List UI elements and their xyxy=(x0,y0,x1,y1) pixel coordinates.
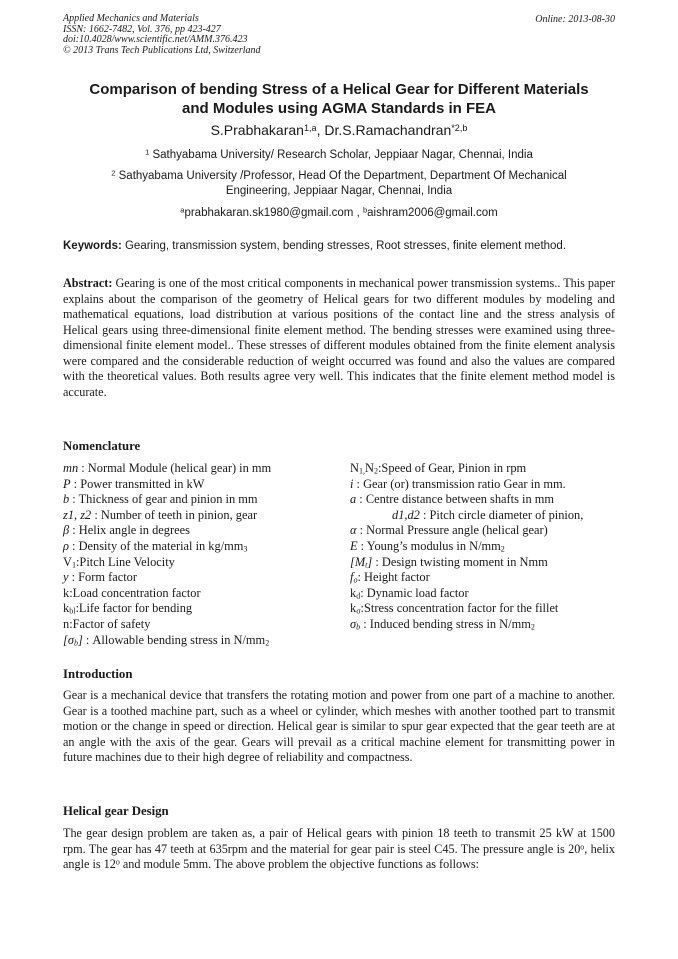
nom-kd: $k_d$: Dynamic load factor xyxy=(350,585,469,601)
nom-sigma-b: $\sigma_b$ : Induced bending stress in $N/mm_2$ xyxy=(350,616,535,632)
nom-sigma-allow: $[\sigma_b]$ : Allowable bending stress in $N/mm_2$ xyxy=(63,632,270,648)
title-line-2: and Modules using AGMA Standards in FEA xyxy=(182,100,496,117)
nom-z: z1, z2 : Number of teeth in pinion, gear xyxy=(63,507,258,522)
nom-v1: $V_1:Pitch$ Line Velocity xyxy=(63,554,175,570)
nom-beta: β : Helix angle in degrees xyxy=(63,523,190,538)
nom-a: a : Centre distance between shafts in mm xyxy=(350,492,555,507)
affiliation-2-line-2: Engineering, Jeppiaar Nagar, Chennai, India xyxy=(225,185,453,197)
nom-kbl: $k_{bl}:Life$ factor for bending xyxy=(63,601,193,616)
email-a-sup: a xyxy=(180,205,185,215)
affiliation-1-text: Sathyabama University/ Research Scholar, Jeppiaar Nagar, Chennai, India xyxy=(149,149,533,161)
email-b-sup: b xyxy=(362,205,368,215)
paper-title xyxy=(40,80,638,118)
email-a: prabhakaran.sk1980@gmail.com , xyxy=(184,207,363,219)
keywords-text: Gearing, transmission system, bending stresses, Root stresses, finite element method. xyxy=(121,240,567,252)
nom-alpha: α : Normal Pressure angle (helical gear) xyxy=(350,523,548,538)
affiliation-2-sup: 2 xyxy=(111,168,116,178)
nom-n: n:Factor of safety xyxy=(63,616,151,631)
abstract-text: Gearing is one of the most critical components in mechanical power transmission systems.. This paper explains about the comparison of the geometry of Helical gears for two different modules by modeling and mathematical equations, load distribution at various positions of the contact line and the stress analysis of Helical gears using three-dimensional finite element method. The bending stresses were examined using three-dimensional finite element model.. These stresses of different modules obtained from the finite element analysis were compared and the considerable reduction of weight occurred was found and also the values are compared with the theoretical values. Both results agree very well. This indicates that the finite element method model is accurate. xyxy=(63,276,615,399)
nomenclature-left-column xyxy=(63,461,343,648)
email-b: aishram2006@gmail.com xyxy=(367,207,498,219)
nom-i: i : Gear (or) transmission ratio Gear in mm. xyxy=(350,476,566,491)
copyright: © 2013 Trans Tech Publications Ltd, Switzerland xyxy=(63,44,261,56)
issn: ISSN: 1662-7482, Vol. 376, pp 423-427 xyxy=(63,23,221,35)
author-separator: , xyxy=(316,122,325,138)
journal-name: Applied Mechanics and Materials xyxy=(63,13,199,24)
affiliation-1-sup: 1 xyxy=(145,147,150,157)
nomenclature-right-column xyxy=(350,461,620,633)
nom-rho: ρ : Density of the material in $kg/mm_3$ xyxy=(63,538,248,554)
journal-info xyxy=(63,14,261,56)
nom-mn: mn : Normal Module (helical gear) in mm xyxy=(63,461,272,475)
introduction-text: Gear is a mechanical device that transfers the rotating motion and power from one part of a machine to another. Gear is a toothed machine part, such as a wheel or cylinder, which meshes with another toothed part to transmit motion or the change in speed or direction. Helical gear is similar to spur gear expected that the gear teeth are at an angle with the axis of the gear. Gears will prevail as a critical machine element for transmitting power in future machines due to their high degree of reliability and compactness. xyxy=(63,688,615,764)
nom-d: d1,d2 : Pitch circle diameter of pinion, xyxy=(392,507,584,522)
author-1-sup: 1,a xyxy=(303,122,317,133)
nom-k: k:Load concentration factor xyxy=(63,585,201,600)
doi: doi:10.4028/www.scientific.net/AMM.376.423 xyxy=(63,34,248,46)
helical-design-heading: Helical gear Design xyxy=(63,804,169,818)
nom-p: P : Power transmitted in kW xyxy=(63,476,205,491)
author-2-sup: *2,b xyxy=(451,122,468,133)
emails xyxy=(40,206,638,221)
title-line-1: Comparison of bending Stress of a Helical Gear for Different Materials xyxy=(89,81,589,98)
nom-mt: $[M_t]$ : Design twisting moment in Nmm xyxy=(350,554,548,570)
abstract-label: Abstract: xyxy=(63,276,113,290)
author-2: Dr.S.Ramachandran xyxy=(324,122,452,138)
nom-fo: $f_o$: Height factor xyxy=(350,570,430,585)
nom-ksigma: $k_\sigma:Stress$ concentration factor for the fillet xyxy=(350,601,559,616)
nom-n1n2: $N_{1,}N_2:Speed$ of Gear, Pinion in rpm xyxy=(350,461,527,476)
nomenclature-heading: Nomenclature xyxy=(63,439,141,453)
nom-e: E : Young’s modulus in $N/mm_2$ xyxy=(350,538,505,554)
introduction-heading: Introduction xyxy=(63,667,133,681)
keywords-label: Keywords: xyxy=(63,240,122,252)
affiliation-1 xyxy=(40,148,638,163)
affiliation-2 xyxy=(40,169,638,199)
keywords xyxy=(63,240,615,252)
authors xyxy=(40,122,638,138)
nom-y: y : Form factor xyxy=(63,570,137,585)
author-1: S.Prabhakaran xyxy=(210,122,304,138)
nom-b: b : Thickness of gear and pinion in mm xyxy=(63,492,258,507)
affiliation-2-line-1: Sathyabama University /Professor, Head Of the Department, Department Of Mechanical xyxy=(115,170,567,182)
helical-design-text: The gear design problem are taken as, a pair of Helical gears with pinion 18 teeth to transmit 25 kW at 1500 rpm. The gear has 47 teeth at 635rpm and the material for gear pair is steel C45. The pressure angle is 20$^o$, helix angle is 12$^o$ and module 5mm. The above problem the objective functions as follows: xyxy=(63,826,615,871)
online-date: Online: 2013-08-30 xyxy=(535,14,615,25)
abstract xyxy=(63,276,615,400)
